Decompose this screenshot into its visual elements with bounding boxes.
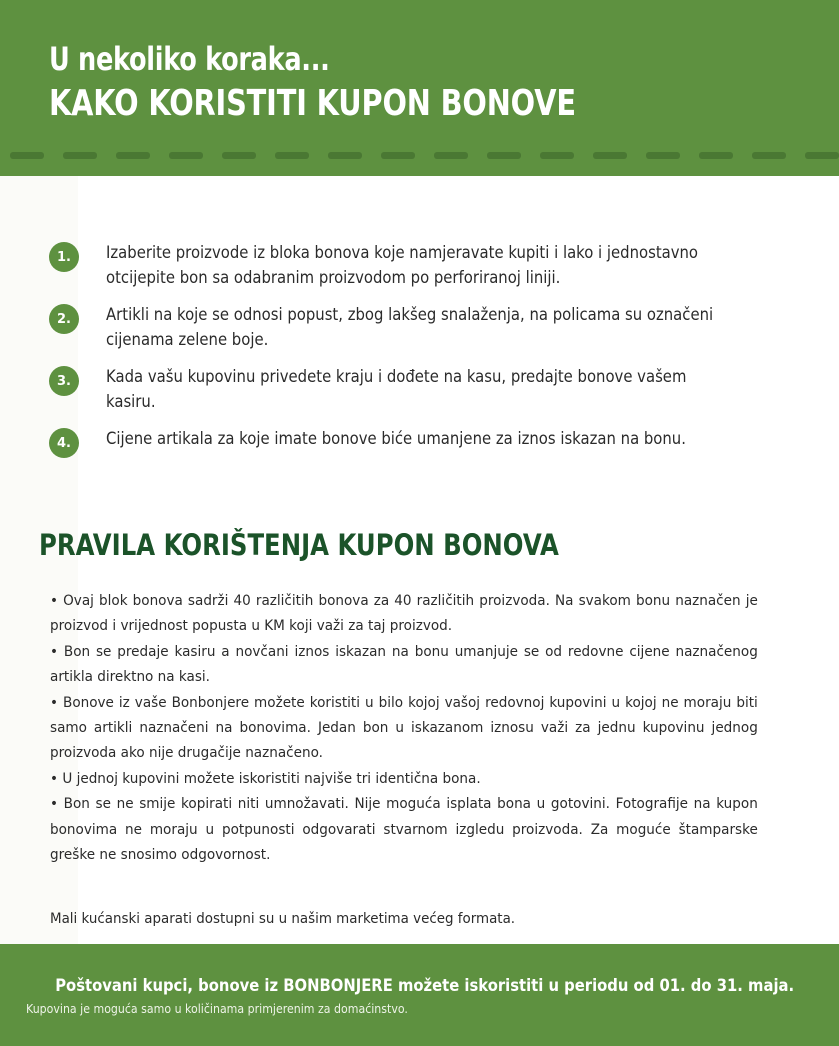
rules-heading: PRAVILA KORIŠTENJA KUPON BONOVA bbox=[39, 528, 559, 562]
step-text: Izaberite proizvode iz bloka bonova koje namjeravate kupiti i lako i jednostavno otcijepite bon sa odabranim proizvodom po perforiranoj liniji. bbox=[106, 243, 699, 287]
dash-segment bbox=[222, 152, 256, 159]
dash-segment bbox=[540, 152, 574, 159]
header-title-block bbox=[49, 40, 708, 126]
dash-segment bbox=[752, 152, 786, 159]
footer-sub-text bbox=[0, 1000, 839, 1017]
footer-main-label: Poštovani kupci, bonove iz BONBONJERE možete iskoristiti u periodu od 01. do 31. maja. bbox=[55, 976, 795, 996]
step-text: Cijene artikala za koje imate bonove biće umanjene za iznos iskazan na bonu. bbox=[106, 429, 686, 448]
dash-segment bbox=[10, 152, 44, 159]
dash-segment bbox=[434, 152, 468, 159]
step-item bbox=[49, 240, 791, 290]
footer-main-text bbox=[0, 976, 839, 997]
dash-segment bbox=[805, 152, 839, 159]
step-number-badge: 3. bbox=[49, 366, 79, 396]
footer-sub-label: Kupovina je moguća samo u količinama primjerenim za domaćinstvo. bbox=[26, 1001, 408, 1016]
rule-item: • Ovaj blok bonova sadrži 40 različitih bonova za 40 različitih proizvoda. Na svakom bonu naznačen je proizvod i vrijednost popusta u KM koji važi za taj proizvod. bbox=[50, 592, 758, 635]
page-header bbox=[0, 0, 839, 176]
dash-segment bbox=[116, 152, 150, 159]
dash-segment bbox=[63, 152, 97, 159]
step-number-badge: 4. bbox=[49, 428, 79, 458]
dash-segment bbox=[328, 152, 362, 159]
step-item bbox=[49, 364, 791, 414]
rule-item: • Bon se ne smije kopirati niti umnožavati. Nije moguća isplata bona u gotovini. Fotografije na kupon bonovima ne moraju u potpunosti odgovarati stvarnom izgledu proizvoda. Za moguće štamparske greške ne snosimo odgovornost. bbox=[50, 795, 758, 864]
step-item bbox=[49, 302, 791, 352]
dash-segment bbox=[381, 152, 415, 159]
page-footer bbox=[0, 944, 839, 1046]
dash-segment bbox=[169, 152, 203, 159]
rules-body bbox=[50, 588, 758, 867]
rule-item: • U jednoj kupovini možete iskoristiti najviše tri identična bona. bbox=[50, 769, 481, 787]
dash-segment bbox=[487, 152, 521, 159]
dashed-divider bbox=[10, 152, 839, 159]
steps-list bbox=[49, 240, 791, 470]
header-eyebrow: U nekoliko koraka... bbox=[49, 40, 330, 78]
dash-segment bbox=[593, 152, 627, 159]
footnote-text: Mali kućanski aparati dostupni su u našim marketima većeg formata. bbox=[50, 910, 516, 927]
page-title: KAKO KORISTITI KUPON BONOVE bbox=[49, 83, 576, 124]
rule-item: • Bon se predaje kasiru a novčani iznos iskazan na bonu umanjuje se od redovne cijene naznačenog artikla direktno na kasi. bbox=[50, 642, 758, 686]
dash-segment bbox=[699, 152, 733, 159]
dash-segment bbox=[275, 152, 309, 159]
rule-item: • Bonove iz vaše Bonbonjere možete koristiti u bilo kojoj vašoj redovnoj kupovini u kojoj ne moraju biti samo artikli naznačeni na bonovima. Jedan bon u iskazanom iznosu važi za jednu kupovinu jednog proizvoda ako nije drugačije naznačeno. bbox=[50, 693, 758, 762]
step-item bbox=[49, 426, 791, 458]
step-text: Kada vašu kupovinu privedete kraju i dođete na kasu, predajte bonove vašem kasiru. bbox=[106, 367, 687, 411]
dash-segment bbox=[646, 152, 680, 159]
step-number-badge: 1. bbox=[49, 242, 79, 272]
step-text: Artikli na koje se odnosi popust, zbog lakšeg snalaženja, na policama su označeni cijenama zelene boje. bbox=[106, 305, 714, 349]
step-number-badge: 2. bbox=[49, 304, 79, 334]
